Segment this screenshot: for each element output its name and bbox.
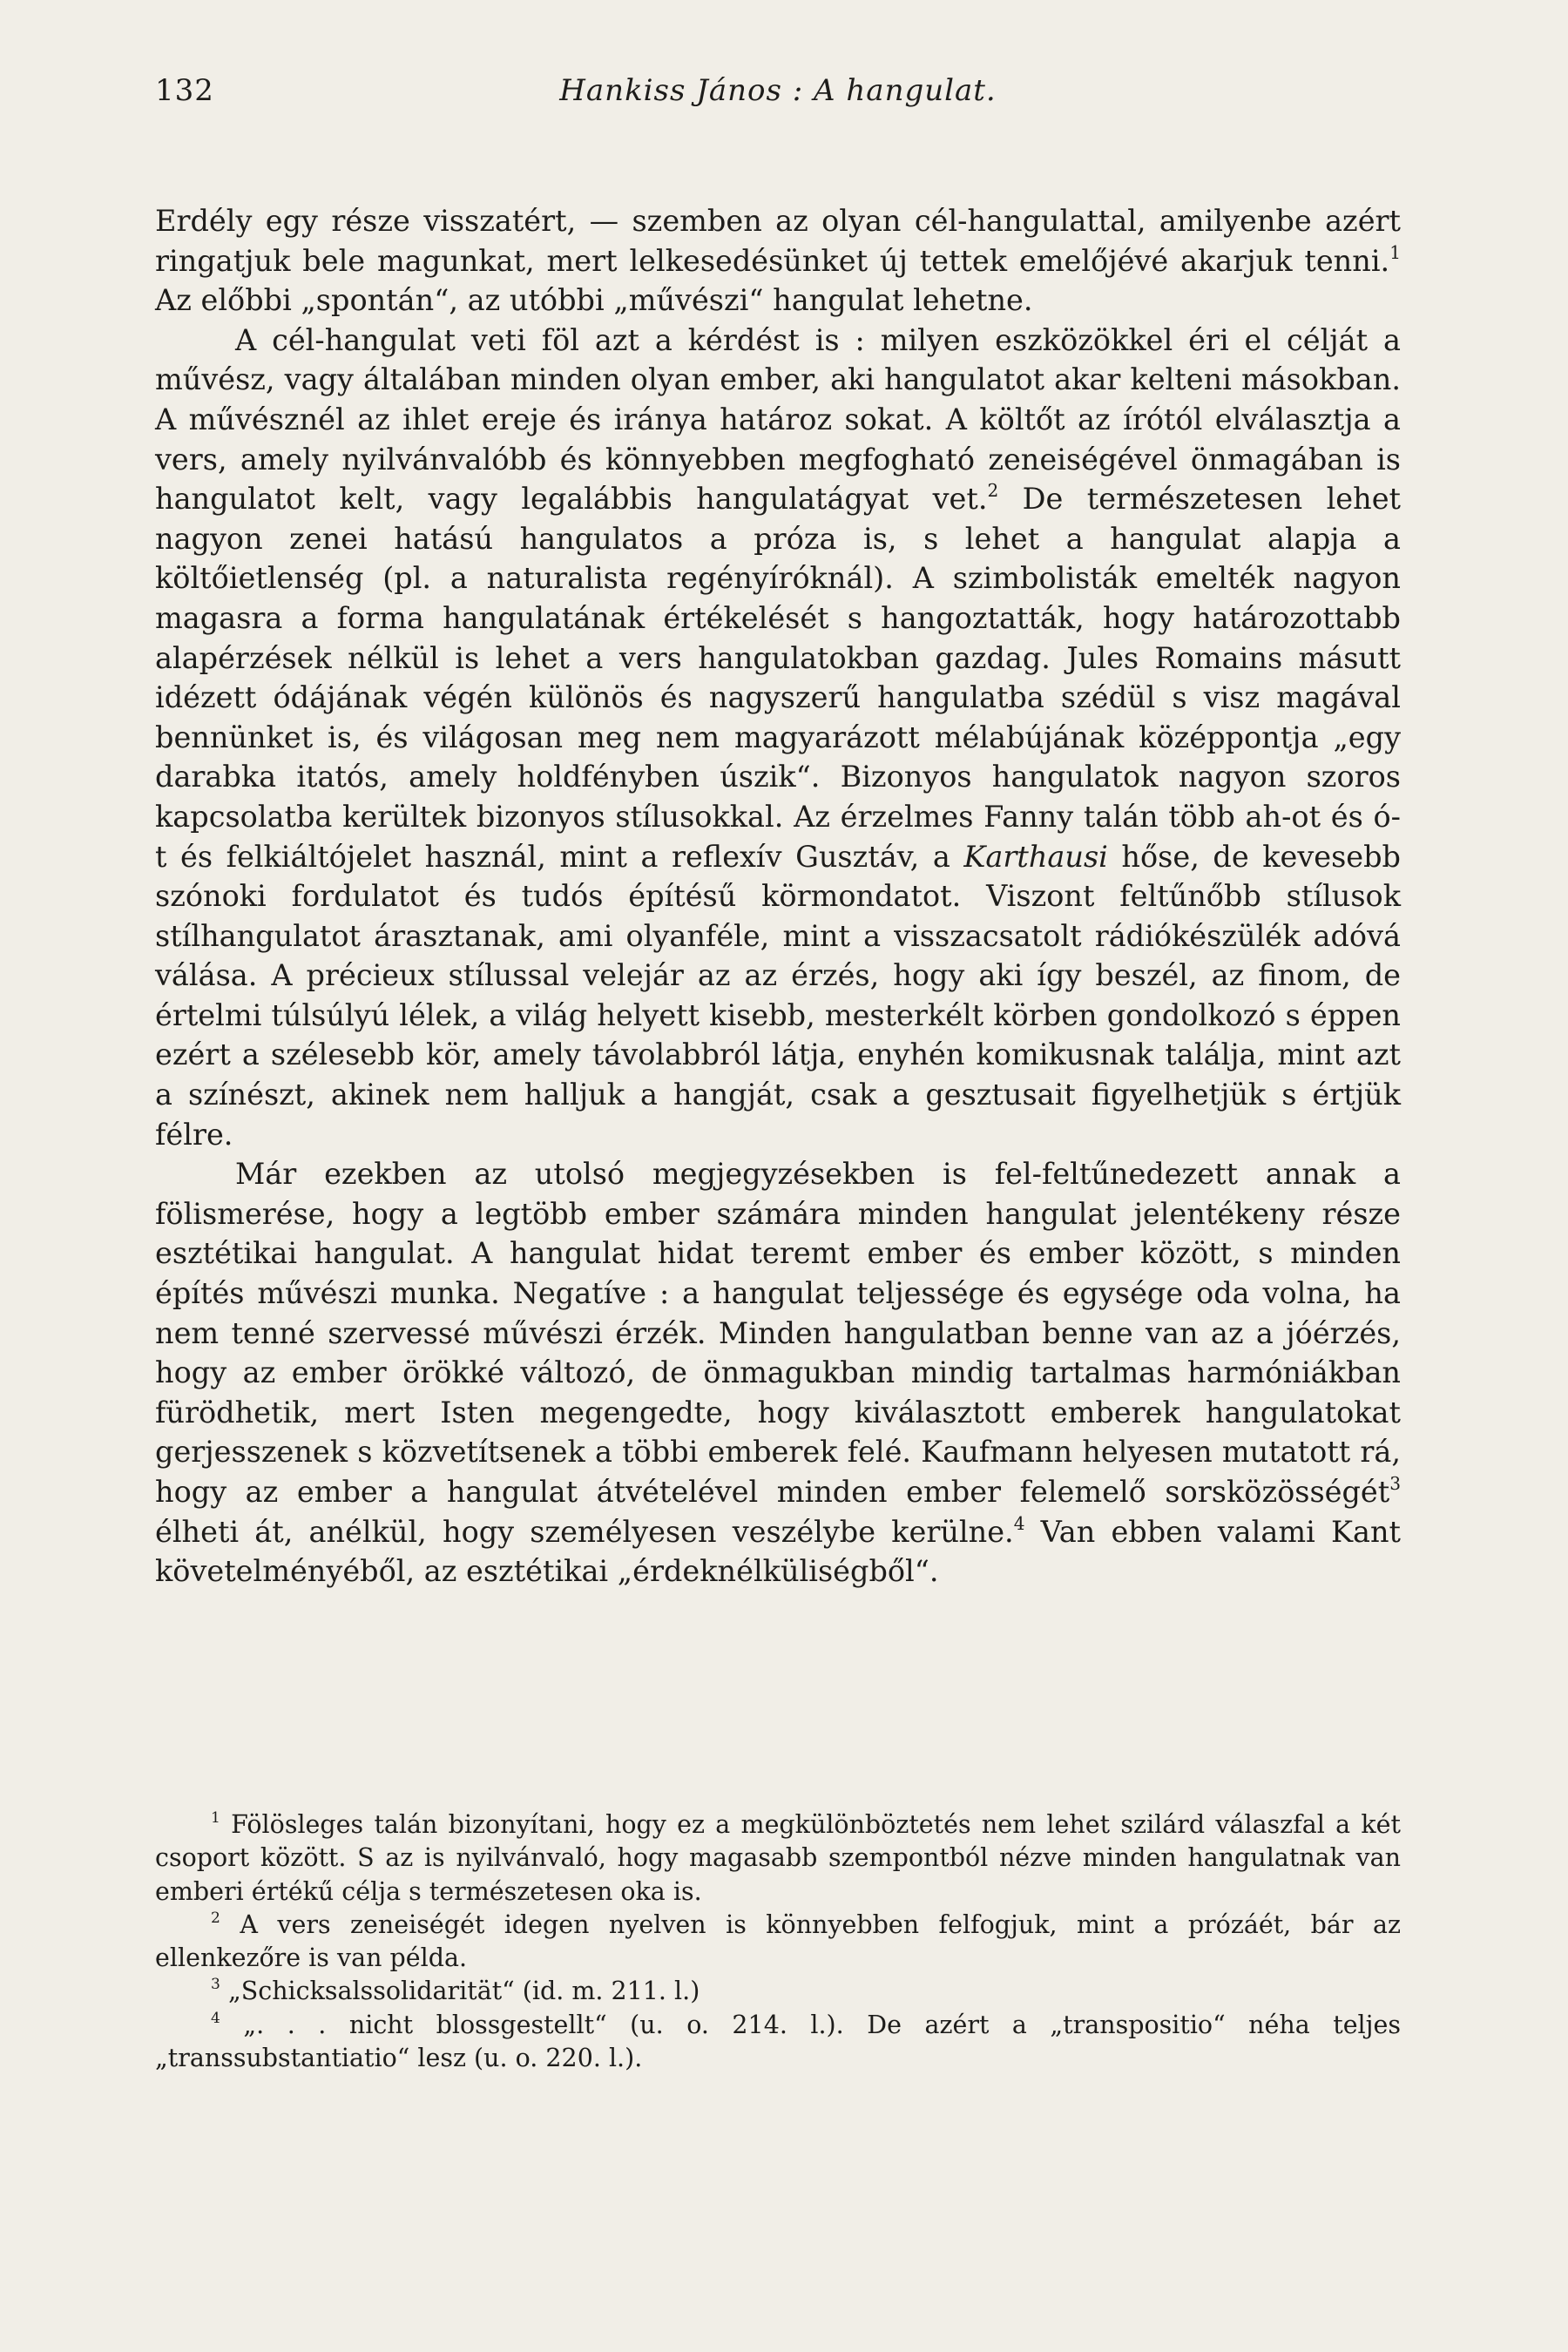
paragraph-text: hőse, de kevesebb szónoki fordulatot és tudós építésű körmondatot. Viszont feltűnőbb stílusok stílhangulatot árasztanak, ami olyanféle, mint a visszacsatolt rádiókészülék adóvá válása. A précieux stílussal velejár az az érzés, hogy aki így beszél, az finom, de értelmi túlsúlyú lélek, a világ helyett kisebb, mesterkélt körben gondolkozó s éppen ezért a szélesebb kör, amely távolabbról látja, enyhén komikusnak találja, mint azt a színészt, akinek nem halljuk a hangját, csak a gesztusait figyelhetjük s értjük félre. bbox=[155, 839, 1401, 1152]
footnote bbox=[155, 1909, 1401, 1976]
footnote bbox=[155, 2009, 1401, 2076]
paragraph-text: Van ebben valami Kant követelményéből, az esztétikai „érdeknélküliségből“. bbox=[155, 1514, 1401, 1589]
paragraph-text: De természetesen lehet nagyon zenei hatású hangulatos a próza is, s lehet a hangulat alapja a költőietlenség (pl. a naturalista regényíróknál). A szimbolisták emelték nagyon magasra a forma hangulatának értékelését s hangoztatták, hogy határozottabb alapérzések nélkül is lehet a vers hangulatokban gazdag. Jules Romains másutt idézett ódájának végén különös és nagyszerű hangulatba szédül s visz magával bennünket is, és világosan meg nem magyarázott mélabújának középpontja „egy darabka itatós, amely holdfényben úszik“. Bizonyos hangulatok nagyon szoros kapcsolatba kerültek bizonyos stílusokkal. Az érzelmes Fanny talán több ah-ot és ó-t és felkiáltójelet használ, mint a reflexív Gusztáv, a bbox=[155, 482, 1401, 874]
footnotes bbox=[155, 1808, 1401, 2075]
footnote bbox=[155, 1808, 1401, 1909]
body-text bbox=[155, 201, 1401, 1592]
running-head: Hankiss János : A hangulat. bbox=[559, 73, 997, 108]
paragraph-3 bbox=[155, 1154, 1401, 1592]
paragraph-1 bbox=[155, 201, 1401, 321]
paragraph-text: Már ezekben az utolsó megjegyzésekben is fel-feltűnedezett annak a fölismerése, hogy a legtöbb ember számára minden hangulat jelentékeny része esztétikai hangulat. A hangulat hidat teremt ember és ember között, s minden építés művészi munka. Negatíve : a hangulat teljessége és egysége oda volna, ha nem tenné szervessé művészi érzék. Minden hangulatban benne van az a jóérzés, hogy az ember örökké változó, de önmagukban mindig tartalmas harmóniákban fürödhetik, mert Isten megengedte, hogy kiválasztott emberek hangulatokat gerjesszenek s közvetítsenek a többi emberek felé. Kaufmann helyesen mutatott rá, hogy az ember a hangulat átvételével minden ember felemelő sorsközösségét bbox=[155, 1157, 1401, 1509]
footnote-text: A vers zeneiségét idegen nyelven is könnyebben felfogjuk, mint a prózáét, bár az ellenkezőre is van példa. bbox=[155, 1909, 1401, 1973]
footnote-text: „Schicksalssolidarität“ (id. m. 211. l.) bbox=[220, 1977, 700, 2006]
paragraph-text: Erdély egy része visszatért, — szemben az olyan cél-hangulattal, amilyenbe azért ringatjuk bele magunkat, mert lelkesedésünket új tettek emelőjévé akarjuk tenni. bbox=[155, 204, 1401, 278]
paragraph-text: Az előbbi „spontán“, az utóbbi „művészi“ hangulat lehetne. bbox=[155, 283, 1033, 318]
footnote-ref-4: 4 bbox=[1013, 1512, 1025, 1534]
footnote-mark: 3 bbox=[211, 1976, 220, 1994]
footnote-mark: 2 bbox=[211, 1909, 220, 1927]
footnote-mark: 1 bbox=[211, 1809, 220, 1828]
footnote bbox=[155, 1975, 1401, 2008]
paragraph-text: élheti át, anélkül, hogy személyesen veszélybe kerülne. bbox=[155, 1514, 1014, 1549]
page-number: 132 bbox=[155, 73, 214, 108]
footnote-ref-2: 2 bbox=[987, 480, 999, 502]
footnote-ref-1: 1 bbox=[1389, 241, 1401, 263]
book-page bbox=[155, 0, 1401, 2352]
paragraph-text: A cél-hangulat veti föl azt a kérdést is : milyen eszközökkel éri el célját a művész, vagy általában minden olyan ember, aki hangulatot akar kelteni másokban. A művésznél az ihlet ereje és iránya határoz sokat. A költőt az írótól elválasztja a vers, amely nyilvánvalóbb és könnyebben megfogható zeneiségével önmagában is hangulatot kelt, vagy legalábbis hangulatágyat vet. bbox=[155, 322, 1401, 517]
footnote-text: „. . . nicht blossgestellt“ (u. o. 214. l.). De azért a „transpositio“ néha teljes „transsubstantiatio“ lesz (u. o. 220. l.). bbox=[155, 2010, 1401, 2073]
italic-title: Karthausi bbox=[963, 839, 1108, 874]
page-header bbox=[155, 73, 1401, 117]
footnote-text: Fölösleges talán bizonyítani, hogy ez a megkülönböztetés nem lehet szilárd válaszfal a két csoport között. S az is nyilvánvaló, hogy magasabb szempontból nézve minden hangulatnak van emberi értékű célja s természetesen oka is. bbox=[155, 1810, 1401, 1906]
paragraph-2 bbox=[155, 321, 1401, 1154]
footnote-ref-3: 3 bbox=[1389, 1472, 1401, 1494]
footnote-mark: 4 bbox=[211, 2009, 220, 2027]
